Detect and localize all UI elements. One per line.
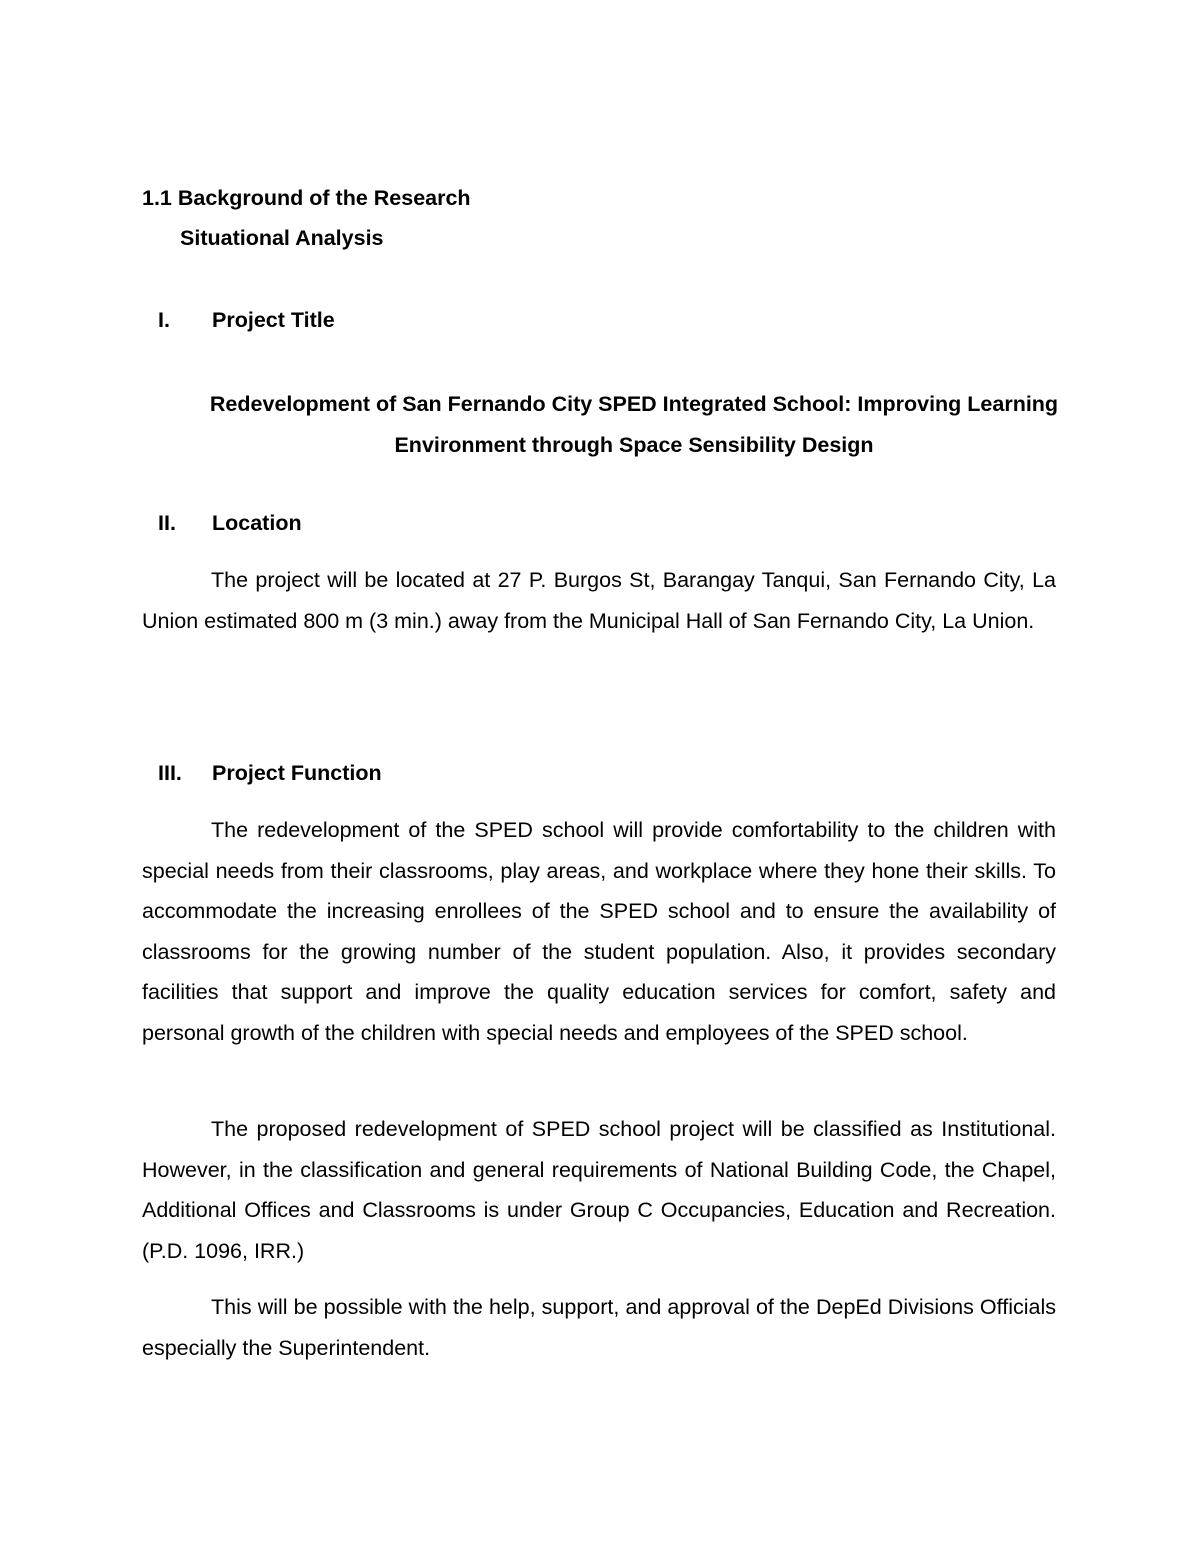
- section-title: Project Title: [212, 308, 335, 332]
- section-numeral: II.: [158, 511, 176, 535]
- section-location-heading: [158, 509, 302, 537]
- section-numeral: III.: [158, 761, 182, 785]
- section-project-title-heading: [158, 306, 335, 334]
- function-paragraph: The redevelopment of the SPED school will provide comfortability to the children with special needs from their classrooms, play areas, and workplace where they hone their skills. To accommodate the increasing enrollees of the SPED school and to ensure the availability of classrooms for the growing number of the student population. Also, it provides secondary facilities that support and improve the quality education services for comfort, safety and personal growth of the children with special needs and employees of the SPED school.: [142, 818, 1056, 1045]
- location-paragraph: The project will be located at 27 P. Burgos St, Barangay Tanqui, San Fernando City, La Union estimated 800 m (3 min.) away from the Municipal Hall of San Fernando City, La Union.: [142, 568, 1056, 633]
- section-numeral: I.: [158, 308, 170, 332]
- section-title: Location: [212, 511, 302, 535]
- section-heading: 1.1 Background of the Research: [142, 186, 471, 210]
- project-title: Redevelopment of San Fernando City SPED Integrated School: Improving Learning Environment through Space Sensibility Design: [209, 392, 1059, 457]
- section-subheading: Situational Analysis: [180, 226, 384, 250]
- function-paragraph: This will be possible with the help, support, and approval of the DepEd Divisions Officials especially the Superintendent.: [142, 1295, 1056, 1360]
- section-title: Project Function: [212, 761, 382, 785]
- section-function-heading: [158, 759, 382, 787]
- function-paragraph: The proposed redevelopment of SPED school project will be classified as Institutional. However, in the classification and general requirements of National Building Code, the Chapel, Additional Offices and Classrooms is under Group C Occupancies, Education and Recreation. (P.D. 1096, IRR.): [142, 1117, 1056, 1263]
